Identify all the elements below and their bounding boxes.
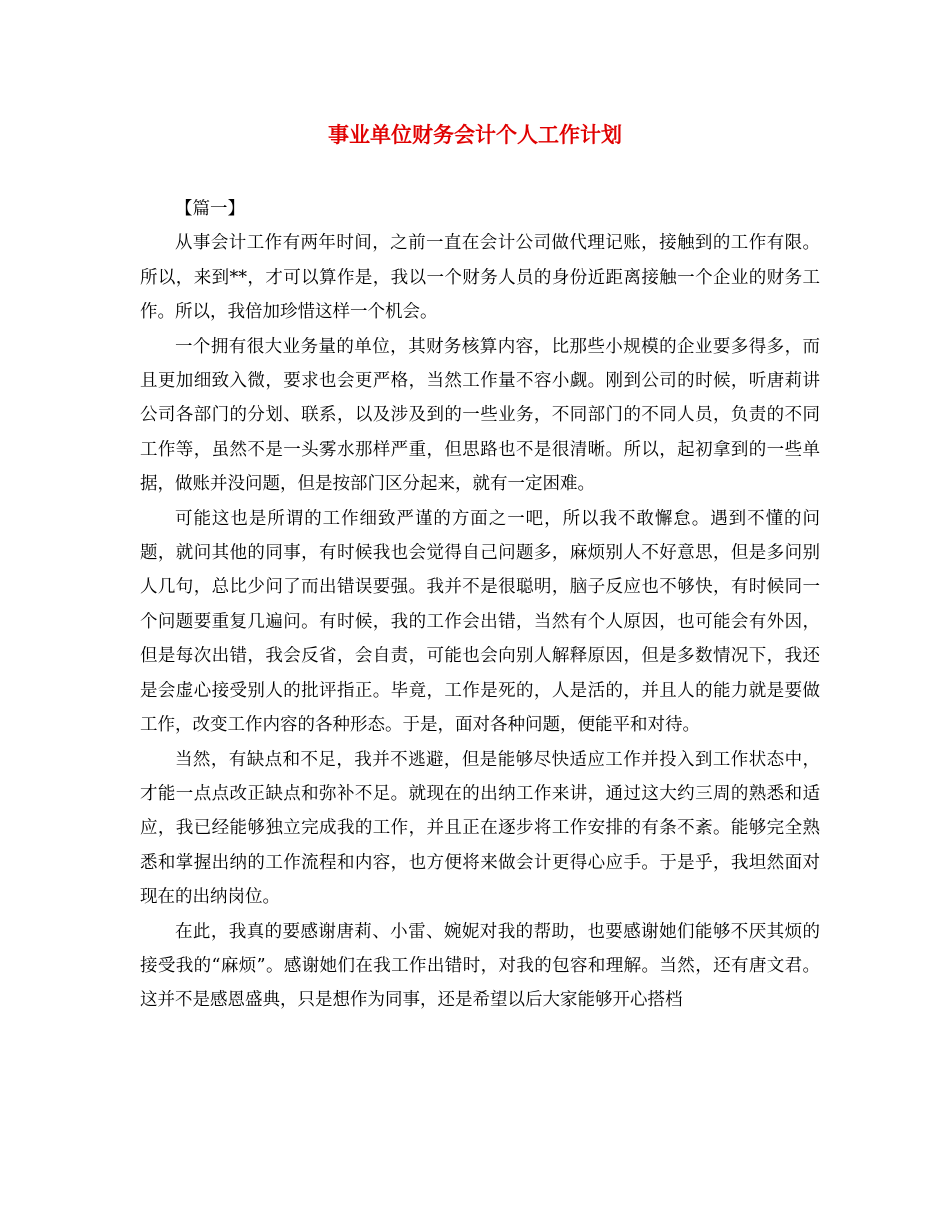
document-body <box>140 192 820 1018</box>
document-title: 事业单位财务会计个人工作计划 <box>328 122 622 147</box>
paragraph-4: 当然，有缺点和不足，我并不逃避，但是能够尽快适应工作并投入到工作状态中，才能一点点改正缺点和弥补不足。就现在的出纳工作来讲，通过这大约三周的熟悉和适应，我已经能够独立完成我的工作，并且正在逐步将工作安排的有条不紊。能够完全熟悉和掌握出纳的工作流程和内容，也方便将来做会计更得心应手。于是乎，我坦然面对现在的出纳岗位。 <box>140 749 820 908</box>
paragraph-1: 从事会计工作有两年时间，之前一直在会计公司做代理记账，接触到的工作有限。所以，来到**，才可以算作是，我以一个财务人员的身份近距离接触一个企业的财务工作。所以，我倍加珍惜这样一个机会。 <box>140 233 820 323</box>
paragraph-3: 可能这也是所谓的工作细致严谨的方面之一吧，所以我不敢懈怠。遇到不懂的问题，就问其他的同事，有时候我也会觉得自己问题多，麻烦别人不好意思，但是多问别人几句，总比少问了而出错误要强。我并不是很聪明，脑子反应也不够快，有时候同一个问题要重复几遍问。有时候，我的工作会出错，当然有个人原因，也可能会有外因，但是每次出错，我会反省，会自责，可能也会向别人解释原因，但是多数情况下，我还是会虚心接受别人的批评指正。毕竟，工作是死的，人是活的，并且人的能力就是要做工作，改变工作内容的各种形态。于是，面对各种问题，便能平和对待。 <box>140 508 820 736</box>
paragraph-5: 在此，我真的要感谢唐莉、小雷、婉妮对我的帮助，也要感谢她们能够不厌其烦的接受我的“麻烦”。感谢她们在我工作出错时，对我的包容和理解。当然，还有唐文君。这并不是感恩盛典，只是想作为同事，还是希望以后大家能够开心搭档 <box>140 921 820 1011</box>
section-label: 【篇一】 <box>175 199 245 219</box>
paragraph-2: 一个拥有很大业务量的单位，其财务核算内容，比那些小规模的企业要多得多，而且更加细致入微，要求也会更严格，当然工作量不容小觑。刚到公司的时候，听唐莉讲公司各部门的分划、联系，以及涉及到的一些业务，不同部门的不同人员，负责的不同工作等，虽然不是一头雾水那样严重，但思路也不是很清晰。所以，起初拿到的一些单据，做账并没问题，但是按部门区分起来，就有一定困难。 <box>140 336 820 495</box>
